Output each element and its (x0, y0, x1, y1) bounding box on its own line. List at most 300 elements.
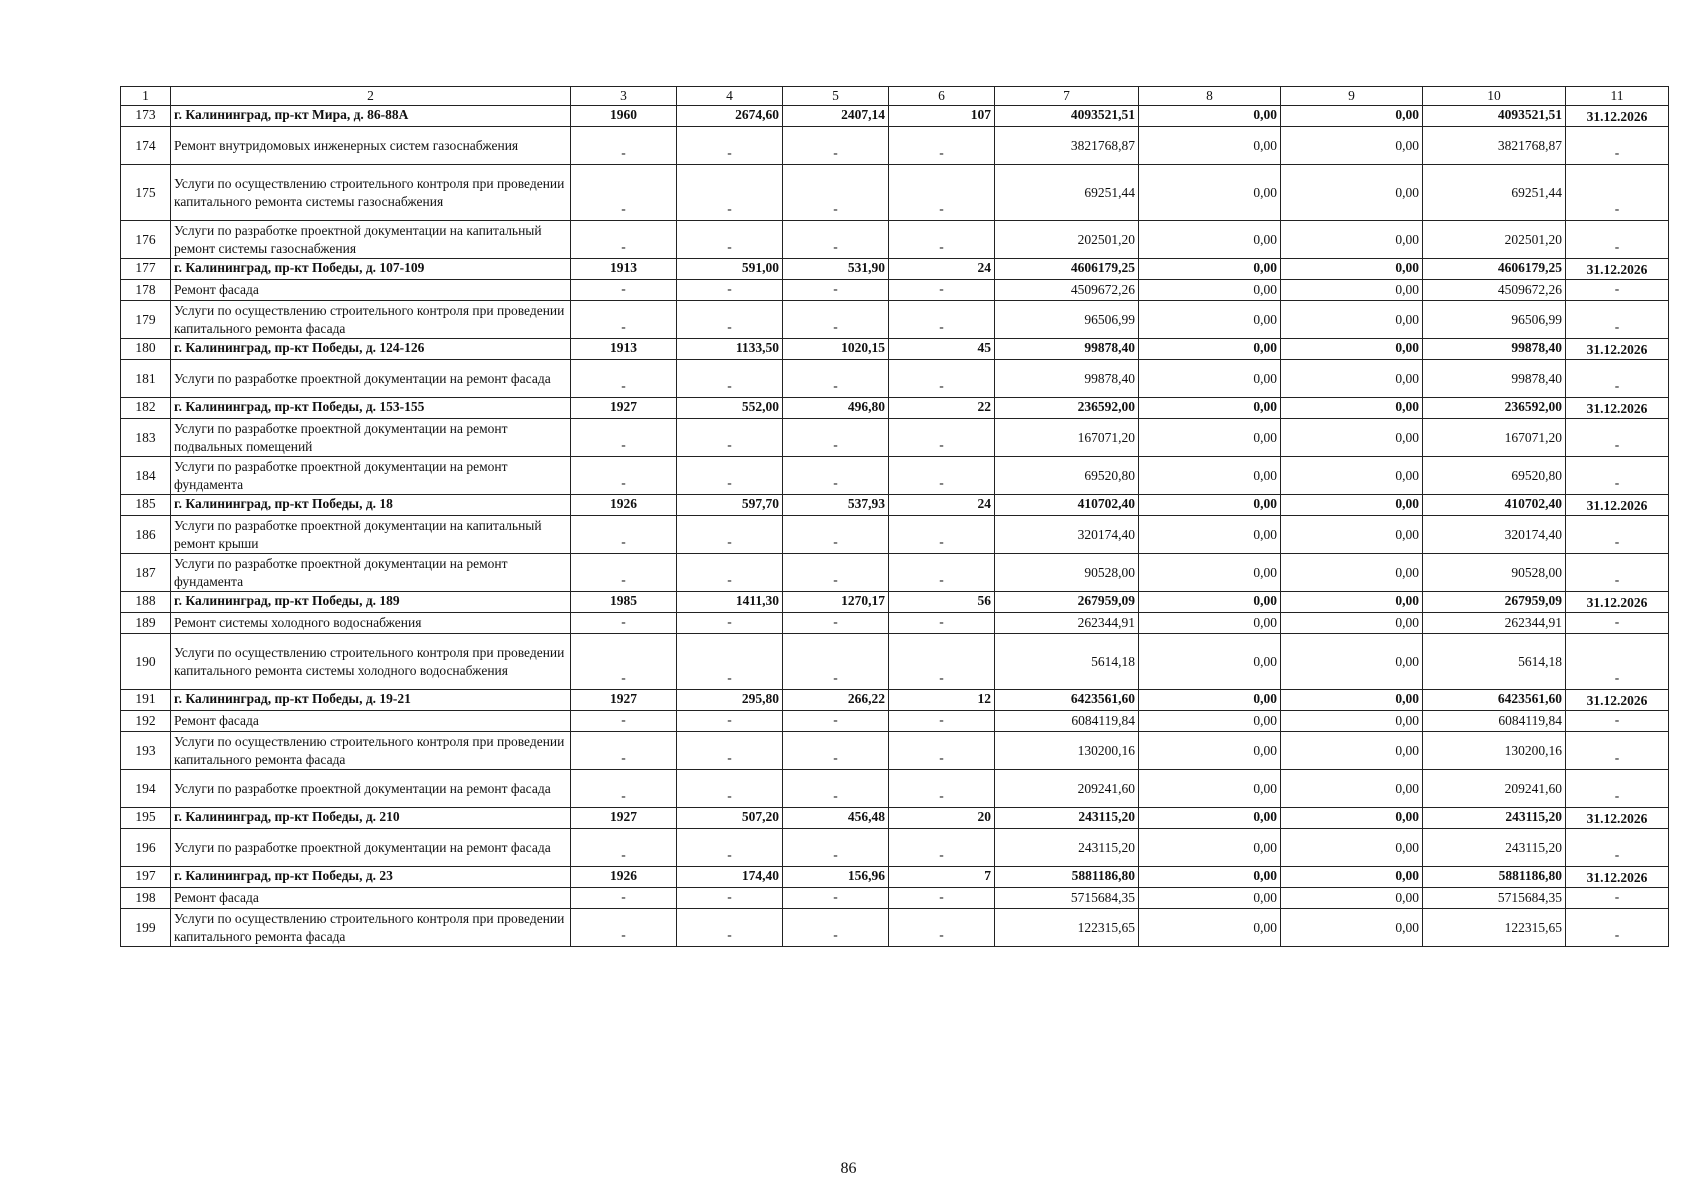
item-name-cell: Услуги по осуществлению строительного контроля при проведении капитального ремонта системы холодного водоснабжения (171, 634, 571, 690)
residents-cell: - (889, 888, 995, 909)
cost-col-9-cell: 0,00 (1281, 457, 1423, 495)
living-area-cell: 2407,14 (783, 106, 889, 127)
cost-col-8-cell: 0,00 (1139, 909, 1281, 947)
item-name-cell: Услуги по разработке проектной документации на ремонт фасада (171, 770, 571, 808)
row-number-cell: 193 (121, 732, 171, 770)
cost-col-10-cell: 236592,00 (1423, 398, 1566, 419)
total-cost-cell: 6423561,60 (995, 690, 1139, 711)
work-row (121, 419, 1669, 457)
work-row (121, 221, 1669, 259)
deadline-cell: 31.12.2026 (1566, 808, 1669, 829)
deadline-cell: - (1566, 732, 1669, 770)
deadline-cell: - (1566, 634, 1669, 690)
cost-col-8-cell: 0,00 (1139, 106, 1281, 127)
work-row (121, 888, 1669, 909)
year-built-cell: 1927 (571, 690, 677, 711)
deadline-cell: - (1566, 516, 1669, 554)
row-number-cell: 177 (121, 259, 171, 280)
total-area-cell: 2674,60 (677, 106, 783, 127)
year-built-cell: 1927 (571, 398, 677, 419)
year-built-cell: 1985 (571, 592, 677, 613)
total-area-cell: - (677, 613, 783, 634)
total-cost-cell: 236592,00 (995, 398, 1139, 419)
residents-cell: - (889, 554, 995, 592)
year-built-cell: - (571, 770, 677, 808)
item-name-cell: г. Калининград, пр-кт Победы, д. 19-21 (171, 690, 571, 711)
cost-col-10-cell: 130200,16 (1423, 732, 1566, 770)
column-number-row (121, 87, 1669, 106)
total-area-cell: 507,20 (677, 808, 783, 829)
residents-cell: - (889, 634, 995, 690)
year-built-cell: - (571, 554, 677, 592)
col-header-4: 4 (677, 87, 783, 106)
cost-col-8-cell: 0,00 (1139, 301, 1281, 339)
residents-cell: 107 (889, 106, 995, 127)
item-name-cell: Услуги по разработке проектной документации на ремонт фундамента (171, 554, 571, 592)
residents-cell: - (889, 770, 995, 808)
year-built-cell: - (571, 419, 677, 457)
year-built-cell: 1926 (571, 867, 677, 888)
cost-col-10-cell: 69251,44 (1423, 165, 1566, 221)
address-row (121, 259, 1669, 280)
year-built-cell: - (571, 360, 677, 398)
living-area-cell: - (783, 732, 889, 770)
item-name-cell: г. Калининград, пр-кт Победы, д. 18 (171, 495, 571, 516)
item-name-cell: Услуги по осуществлению строительного контроля при проведении капитального ремонта системы газоснабжения (171, 165, 571, 221)
item-name-cell: г. Калининград, пр-кт Победы, д. 107-109 (171, 259, 571, 280)
cost-col-8-cell: 0,00 (1139, 732, 1281, 770)
residents-cell: - (889, 127, 995, 165)
cost-col-9-cell: 0,00 (1281, 909, 1423, 947)
year-built-cell: - (571, 457, 677, 495)
residents-cell: - (889, 280, 995, 301)
total-cost-cell: 3821768,87 (995, 127, 1139, 165)
row-number-cell: 191 (121, 690, 171, 711)
row-number-cell: 182 (121, 398, 171, 419)
cost-col-8-cell: 0,00 (1139, 398, 1281, 419)
row-number-cell: 178 (121, 280, 171, 301)
deadline-cell: 31.12.2026 (1566, 867, 1669, 888)
cost-col-8-cell: 0,00 (1139, 457, 1281, 495)
total-area-cell: 591,00 (677, 259, 783, 280)
item-name-cell: Услуги по разработке проектной документации на ремонт подвальных помещений (171, 419, 571, 457)
total-cost-cell: 4093521,51 (995, 106, 1139, 127)
item-name-cell: Услуги по осуществлению строительного контроля при проведении капитального ремонта фасада (171, 301, 571, 339)
residents-cell: 24 (889, 259, 995, 280)
living-area-cell: - (783, 457, 889, 495)
cost-col-9-cell: 0,00 (1281, 867, 1423, 888)
item-name-cell: Ремонт фасада (171, 711, 571, 732)
cost-col-8-cell: 0,00 (1139, 280, 1281, 301)
item-name-cell: г. Калининград, пр-кт Победы, д. 189 (171, 592, 571, 613)
total-cost-cell: 5715684,35 (995, 888, 1139, 909)
work-row (121, 634, 1669, 690)
total-area-cell: - (677, 165, 783, 221)
row-number-cell: 194 (121, 770, 171, 808)
item-name-cell: Услуги по разработке проектной документации на ремонт фундамента (171, 457, 571, 495)
total-cost-cell: 99878,40 (995, 339, 1139, 360)
deadline-cell: - (1566, 613, 1669, 634)
cost-col-10-cell: 6423561,60 (1423, 690, 1566, 711)
cost-col-9-cell: 0,00 (1281, 690, 1423, 711)
col-header-8: 8 (1139, 87, 1281, 106)
deadline-cell: 31.12.2026 (1566, 106, 1669, 127)
living-area-cell: - (783, 613, 889, 634)
residents-cell: 56 (889, 592, 995, 613)
total-area-cell: - (677, 127, 783, 165)
cost-col-9-cell: 0,00 (1281, 398, 1423, 419)
row-number-cell: 179 (121, 301, 171, 339)
total-cost-cell: 243115,20 (995, 808, 1139, 829)
cost-col-10-cell: 6084119,84 (1423, 711, 1566, 732)
item-name-cell: Ремонт внутридомовых инженерных систем газоснабжения (171, 127, 571, 165)
cost-col-8-cell: 0,00 (1139, 554, 1281, 592)
deadline-cell: 31.12.2026 (1566, 690, 1669, 711)
cost-col-9-cell: 0,00 (1281, 495, 1423, 516)
work-row (121, 516, 1669, 554)
page-number: 86 (840, 1160, 857, 1177)
col-header-7: 7 (995, 87, 1139, 106)
living-area-cell: 496,80 (783, 398, 889, 419)
year-built-cell: 1960 (571, 106, 677, 127)
total-cost-cell: 4509672,26 (995, 280, 1139, 301)
address-row (121, 690, 1669, 711)
residents-cell: - (889, 360, 995, 398)
cost-col-9-cell: 0,00 (1281, 634, 1423, 690)
total-area-cell: 174,40 (677, 867, 783, 888)
total-area-cell: - (677, 711, 783, 732)
cost-col-10-cell: 410702,40 (1423, 495, 1566, 516)
residents-cell: - (889, 613, 995, 634)
cost-col-8-cell: 0,00 (1139, 613, 1281, 634)
cost-col-8-cell: 0,00 (1139, 339, 1281, 360)
cost-col-8-cell: 0,00 (1139, 829, 1281, 867)
deadline-cell: - (1566, 554, 1669, 592)
cost-col-9-cell: 0,00 (1281, 301, 1423, 339)
total-cost-cell: 90528,00 (995, 554, 1139, 592)
cost-col-8-cell: 0,00 (1139, 419, 1281, 457)
cost-col-8-cell: 0,00 (1139, 770, 1281, 808)
residents-cell: - (889, 516, 995, 554)
item-name-cell: г. Калининград, пр-кт Мира, д. 86-88А (171, 106, 571, 127)
deadline-cell: 31.12.2026 (1566, 398, 1669, 419)
item-name-cell: г. Калининград, пр-кт Победы, д. 153-155 (171, 398, 571, 419)
row-number-cell: 197 (121, 867, 171, 888)
cost-col-9-cell: 0,00 (1281, 732, 1423, 770)
table-body (121, 106, 1669, 947)
work-row (121, 360, 1669, 398)
residents-cell: 20 (889, 808, 995, 829)
row-number-cell: 190 (121, 634, 171, 690)
residents-cell: - (889, 221, 995, 259)
item-name-cell: Услуги по разработке проектной документации на капитальный ремонт крыши (171, 516, 571, 554)
year-built-cell: - (571, 909, 677, 947)
total-area-cell: - (677, 909, 783, 947)
year-built-cell: 1913 (571, 259, 677, 280)
year-built-cell: - (571, 711, 677, 732)
total-cost-cell: 122315,65 (995, 909, 1139, 947)
cost-col-10-cell: 3821768,87 (1423, 127, 1566, 165)
cost-col-10-cell: 5881186,80 (1423, 867, 1566, 888)
col-header-9: 9 (1281, 87, 1423, 106)
total-area-cell: - (677, 888, 783, 909)
residents-cell: - (889, 301, 995, 339)
deadline-cell: 31.12.2026 (1566, 339, 1669, 360)
cost-col-9-cell: 0,00 (1281, 165, 1423, 221)
total-cost-cell: 6084119,84 (995, 711, 1139, 732)
residents-cell: 7 (889, 867, 995, 888)
deadline-cell: - (1566, 221, 1669, 259)
item-name-cell: Услуги по осуществлению строительного контроля при проведении капитального ремонта фасада (171, 732, 571, 770)
living-area-cell: - (783, 770, 889, 808)
cost-col-9-cell: 0,00 (1281, 339, 1423, 360)
residents-cell: - (889, 165, 995, 221)
item-name-cell: г. Калининград, пр-кт Победы, д. 210 (171, 808, 571, 829)
cost-col-9-cell: 0,00 (1281, 770, 1423, 808)
deadline-cell: - (1566, 909, 1669, 947)
total-area-cell: - (677, 301, 783, 339)
residents-cell: - (889, 711, 995, 732)
residents-cell: - (889, 457, 995, 495)
work-row (121, 554, 1669, 592)
living-area-cell: 537,93 (783, 495, 889, 516)
total-cost-cell: 167071,20 (995, 419, 1139, 457)
total-cost-cell: 209241,60 (995, 770, 1139, 808)
living-area-cell: 1020,15 (783, 339, 889, 360)
living-area-cell: - (783, 301, 889, 339)
cost-col-8-cell: 0,00 (1139, 259, 1281, 280)
cost-col-8-cell: 0,00 (1139, 690, 1281, 711)
living-area-cell: - (783, 711, 889, 732)
address-row (121, 495, 1669, 516)
item-name-cell: Услуги по разработке проектной документации на капитальный ремонт системы газоснабжения (171, 221, 571, 259)
col-header-2: 2 (171, 87, 571, 106)
living-area-cell: - (783, 280, 889, 301)
year-built-cell: - (571, 280, 677, 301)
total-cost-cell: 69251,44 (995, 165, 1139, 221)
cost-col-8-cell: 0,00 (1139, 495, 1281, 516)
living-area-cell: 1270,17 (783, 592, 889, 613)
year-built-cell: - (571, 127, 677, 165)
cost-col-10-cell: 267959,09 (1423, 592, 1566, 613)
living-area-cell: - (783, 634, 889, 690)
cost-col-10-cell: 5614,18 (1423, 634, 1566, 690)
row-number-cell: 174 (121, 127, 171, 165)
total-cost-cell: 130200,16 (995, 732, 1139, 770)
total-area-cell: - (677, 554, 783, 592)
col-header-11: 11 (1566, 87, 1669, 106)
total-area-cell: 295,80 (677, 690, 783, 711)
total-cost-cell: 96506,99 (995, 301, 1139, 339)
cost-col-10-cell: 202501,20 (1423, 221, 1566, 259)
total-area-cell: 1411,30 (677, 592, 783, 613)
deadline-cell: - (1566, 280, 1669, 301)
total-area-cell: 597,70 (677, 495, 783, 516)
residents-cell: 45 (889, 339, 995, 360)
work-row (121, 829, 1669, 867)
year-built-cell: - (571, 301, 677, 339)
deadline-cell: - (1566, 165, 1669, 221)
row-number-cell: 186 (121, 516, 171, 554)
deadline-cell: - (1566, 770, 1669, 808)
address-row (121, 808, 1669, 829)
cost-col-10-cell: 262344,91 (1423, 613, 1566, 634)
work-row (121, 909, 1669, 947)
cost-col-8-cell: 0,00 (1139, 888, 1281, 909)
deadline-cell: - (1566, 419, 1669, 457)
row-number-cell: 176 (121, 221, 171, 259)
year-built-cell: - (571, 732, 677, 770)
cost-col-9-cell: 0,00 (1281, 259, 1423, 280)
living-area-cell: - (783, 360, 889, 398)
living-area-cell: 156,96 (783, 867, 889, 888)
living-area-cell: - (783, 127, 889, 165)
cost-col-10-cell: 99878,40 (1423, 360, 1566, 398)
year-built-cell: - (571, 829, 677, 867)
year-built-cell: - (571, 165, 677, 221)
cost-col-10-cell: 167071,20 (1423, 419, 1566, 457)
row-number-cell: 195 (121, 808, 171, 829)
residents-cell: - (889, 419, 995, 457)
cost-col-10-cell: 209241,60 (1423, 770, 1566, 808)
cost-col-10-cell: 90528,00 (1423, 554, 1566, 592)
row-number-cell: 183 (121, 419, 171, 457)
cost-col-9-cell: 0,00 (1281, 516, 1423, 554)
cost-col-8-cell: 0,00 (1139, 165, 1281, 221)
total-area-cell: - (677, 732, 783, 770)
total-area-cell: - (677, 419, 783, 457)
total-area-cell: - (677, 770, 783, 808)
cost-col-9-cell: 0,00 (1281, 127, 1423, 165)
cost-col-10-cell: 4509672,26 (1423, 280, 1566, 301)
cost-col-9-cell: 0,00 (1281, 613, 1423, 634)
cost-col-9-cell: 0,00 (1281, 106, 1423, 127)
total-area-cell: 552,00 (677, 398, 783, 419)
cost-col-9-cell: 0,00 (1281, 711, 1423, 732)
living-area-cell: - (783, 221, 889, 259)
cost-col-10-cell: 96506,99 (1423, 301, 1566, 339)
total-cost-cell: 99878,40 (995, 360, 1139, 398)
deadline-cell: 31.12.2026 (1566, 592, 1669, 613)
living-area-cell: - (783, 165, 889, 221)
cost-col-9-cell: 0,00 (1281, 419, 1423, 457)
item-name-cell: Услуги по осуществлению строительного контроля при проведении капитального ремонта фасада (171, 909, 571, 947)
year-built-cell: - (571, 634, 677, 690)
year-built-cell: - (571, 888, 677, 909)
year-built-cell: 1926 (571, 495, 677, 516)
item-name-cell: г. Калининград, пр-кт Победы, д. 124-126 (171, 339, 571, 360)
cost-col-8-cell: 0,00 (1139, 634, 1281, 690)
residents-cell: 22 (889, 398, 995, 419)
total-cost-cell: 243115,20 (995, 829, 1139, 867)
living-area-cell: - (783, 829, 889, 867)
address-row (121, 339, 1669, 360)
col-header-6: 6 (889, 87, 995, 106)
total-cost-cell: 267959,09 (995, 592, 1139, 613)
cost-col-8-cell: 0,00 (1139, 127, 1281, 165)
address-row (121, 592, 1669, 613)
cost-col-9-cell: 0,00 (1281, 829, 1423, 867)
cost-col-10-cell: 122315,65 (1423, 909, 1566, 947)
work-row (121, 613, 1669, 634)
deadline-cell: - (1566, 127, 1669, 165)
work-row (121, 770, 1669, 808)
row-number-cell: 184 (121, 457, 171, 495)
cost-col-8-cell: 0,00 (1139, 360, 1281, 398)
address-row (121, 867, 1669, 888)
total-cost-cell: 320174,40 (995, 516, 1139, 554)
col-header-5: 5 (783, 87, 889, 106)
total-cost-cell: 5614,18 (995, 634, 1139, 690)
residents-cell: - (889, 829, 995, 867)
cost-col-10-cell: 243115,20 (1423, 808, 1566, 829)
row-number-cell: 198 (121, 888, 171, 909)
cost-col-10-cell: 69520,80 (1423, 457, 1566, 495)
work-row (121, 457, 1669, 495)
year-built-cell: 1913 (571, 339, 677, 360)
deadline-cell: 31.12.2026 (1566, 495, 1669, 516)
year-built-cell: - (571, 516, 677, 554)
cost-col-10-cell: 320174,40 (1423, 516, 1566, 554)
living-area-cell: 456,48 (783, 808, 889, 829)
cost-col-10-cell: 99878,40 (1423, 339, 1566, 360)
cost-col-10-cell: 4606179,25 (1423, 259, 1566, 280)
item-name-cell: Ремонт системы холодного водоснабжения (171, 613, 571, 634)
total-area-cell: - (677, 516, 783, 554)
item-name-cell: Услуги по разработке проектной документации на ремонт фасада (171, 360, 571, 398)
living-area-cell: - (783, 888, 889, 909)
work-row (121, 127, 1669, 165)
cost-col-9-cell: 0,00 (1281, 221, 1423, 259)
row-number-cell: 196 (121, 829, 171, 867)
total-cost-cell: 69520,80 (995, 457, 1139, 495)
row-number-cell: 185 (121, 495, 171, 516)
row-number-cell: 188 (121, 592, 171, 613)
capital-repair-table (120, 86, 1669, 947)
living-area-cell: - (783, 554, 889, 592)
living-area-cell: 266,22 (783, 690, 889, 711)
total-area-cell: - (677, 221, 783, 259)
cost-col-9-cell: 0,00 (1281, 888, 1423, 909)
total-cost-cell: 202501,20 (995, 221, 1139, 259)
deadline-cell: - (1566, 360, 1669, 398)
living-area-cell: - (783, 419, 889, 457)
year-built-cell: - (571, 221, 677, 259)
total-cost-cell: 410702,40 (995, 495, 1139, 516)
col-header-10: 10 (1423, 87, 1566, 106)
total-cost-cell: 262344,91 (995, 613, 1139, 634)
residents-cell: 12 (889, 690, 995, 711)
item-name-cell: Ремонт фасада (171, 888, 571, 909)
address-row (121, 398, 1669, 419)
total-area-cell: - (677, 634, 783, 690)
row-number-cell: 175 (121, 165, 171, 221)
cost-col-8-cell: 0,00 (1139, 592, 1281, 613)
col-header-3: 3 (571, 87, 677, 106)
deadline-cell: - (1566, 457, 1669, 495)
row-number-cell: 189 (121, 613, 171, 634)
residents-cell: - (889, 909, 995, 947)
deadline-cell: - (1566, 829, 1669, 867)
year-built-cell: - (571, 613, 677, 634)
total-area-cell: - (677, 829, 783, 867)
deadline-cell: - (1566, 301, 1669, 339)
row-number-cell: 180 (121, 339, 171, 360)
total-cost-cell: 5881186,80 (995, 867, 1139, 888)
cost-col-8-cell: 0,00 (1139, 516, 1281, 554)
address-row (121, 106, 1669, 127)
total-area-cell: 1133,50 (677, 339, 783, 360)
